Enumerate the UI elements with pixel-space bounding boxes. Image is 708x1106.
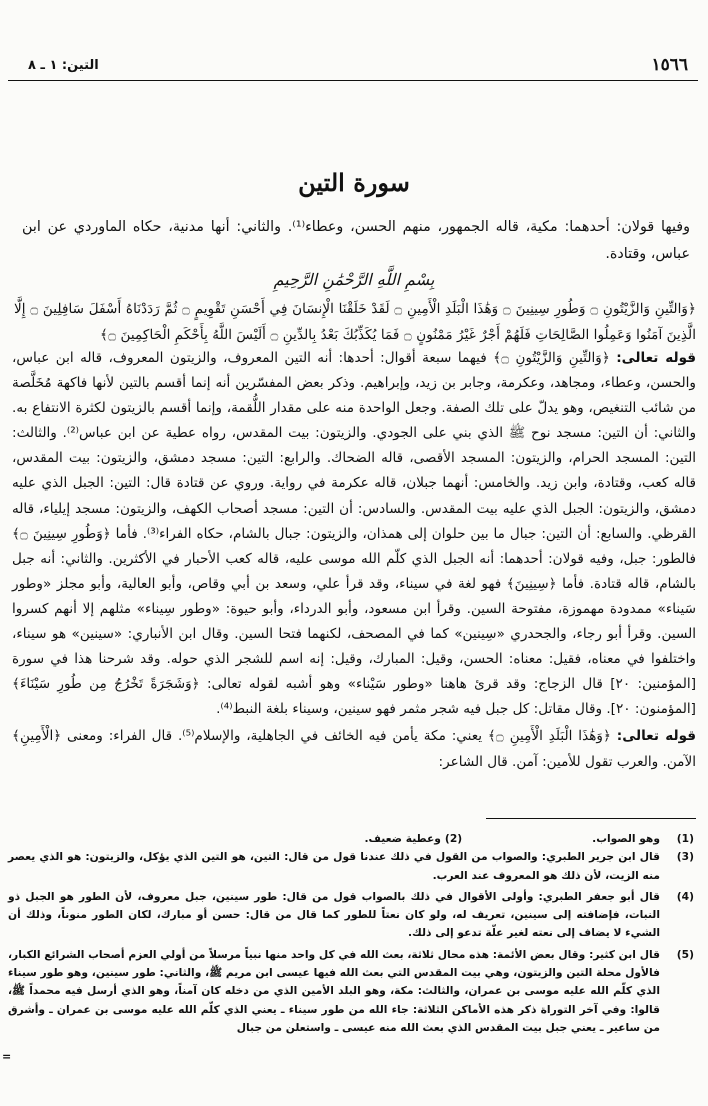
- footnote-rule: [486, 818, 696, 819]
- paragraph-text: يعني: مكة يأمن فيه الخائف في الجاهلية، والإسلام⁽⁵⁾. قال الفراء: ومعنى ﴿الْأَمِينِ﴾ الآمن. والعرب تقول للأمين: آمن. قال الشاعر:: [12, 728, 696, 770]
- footnote-pair: [8, 830, 694, 848]
- footnote-number: (4): [676, 889, 694, 903]
- header-rule: [8, 80, 698, 81]
- footnote-number: (1): [676, 832, 694, 845]
- footnote-text: قال أبو جعفر الطبري: وأولى الأقوال في ذلك بالصواب قول من قال: طور سينين، جبل معروف، لأن الطور هو الجبل ذو النبات، فإضافته إلى سينين، تعريف له، ولو كان نعتاً للطور كما قال من قال: حسن أو مبارك، لكان الطور منوناً، وذلك أن الشيء لا يضاف إلى نعته لغير علّة تدعو إلى ذلك.: [8, 889, 660, 940]
- footnote-text: قال ابن جرير الطبري: والصواب من القول في ذلك عندنا قول من قال: التين، هو التين الذي يؤكل، والزيتون: هو الذي يعصر منه الزيت، لأن ذلك هو المعروف عند العرب.: [8, 850, 660, 882]
- footnote-text: قال ابن كثير: وقال بعض الأئمة: هذه محال ثلاثة، بعث الله في كل واحد منها نبياً مرسلاً من أولي العزم أصحاب الشرائع الكبار، فالأول محلة التين والزيتون، وهي بيت المقدس التي بعث الله فيها عيسى ابن مريم ﷺ، والثاني: طور سينين، وهو طور سيناء الذي كلّم الله عليه موسى بن عمران، والثالث: مكة، وهو البلد الأمين الذي من دخله كان آمناً، وهو الذي أرسل فيه محمداً ﷺ، قالوا: وفي آخر التوراة ذكر هذه الأماكن الثلاثة: جاء الله من طور سيناء ـ يعني الذي كلّم الله عليه موسى بن عمران ـ وأشرق من ساعير ـ يعني جبل بيت المقدس الذي بعث الله منه عيسى ـ واستعلن من جبال: [8, 947, 660, 1034]
- verse-quote: ﴿وَهَٰذَا الْبَلَدِ الْأَمِينِ ۝﴾: [487, 728, 611, 745]
- basmala: بِسْمِ اللَّهِ الرَّحْمَٰنِ الرَّحِيمِ: [273, 270, 435, 289]
- footnote-text: وهو الصواب.: [592, 832, 660, 845]
- footnote: [592, 830, 694, 848]
- paragraph-text: فيهما سبعة أقوال: أحدها: أنه التين المعروف، والزيتون المعروف، قاله ابن عباس، والحسن، وعطاء، ومجاهد، وعكرمة، وجابر بن زيد، وإبراهيم. وذكر بعض المفسّرين أنه إنما أقسم بالتين لأنها فاكهة مُخَلَّصة من شائب التنغيص، وهو يدلّ على تلك الصفة. وجعل الواحدة منه على مقدار اللُّقمة، وإنما أقسم بالزيتون لكثرة الانتفاع به. والثاني: أن التين: مسجد نوح ﷺ الذي بني على الجودي. والزيتون: بيت المقدس، رواه عطية عن ابن عباس⁽²⁾. والثالث: التين: المسجد الحرام، والزيتون: المسجد الأقصى، قاله الضحاك. والرابع: التين: مسجد دمشق، والزيتون: بيت المقدس، قاله كعب، وقتادة، وابن زيد. والخامس: أنهما جبلان، قاله عكرمة في رواية. وروي عن قتادة قال: التين: الجبل الذي عليه دمشق، والزيتون: الجبل الذي عليه بيت المقدس. والسادس: أن التين: مسجد أصحاب الكهف، والزيتون: مسجد إيلياء، قاله القرظي. والسابع: أن التين: جبال ما بين حلوان إلى همذان، والزيتون: جبال بالشام، حكاه الفراء⁽³⁾. فأما ﴿وَطُورِ سِينِينَ ۝﴾ فالطور: جبل، وفيه قولان: أحدهما: أنه الجبل الذي كلّم الله موسى عليه، قاله كعب الأحبار في الأكثرين. والثاني: أنه جبل بالشام، قاله قتادة. فأما ﴿سِينِينَ﴾ فهو لغة في سيناء، وقد قرأ علي، وسعد بن أبي وقاص، وأبو العالية، وأبو مجلز «وطور سَيناء» ممدودة مهموزة، مفتوحة السين. وقرأ ابن مسعود، وأبو الدرداء، وأبو حيوة: «وطور سِيناء» مثلهم إلا أنهم كسروا السين. وقرأ أبو رجاء، والجحدري «سِينين» كما في المصحف، لكنهما فتحا السين. وقال ابن الأنباري: «سينين» هو سيناء، واختلفوا في معناه، فقيل: معناه: الحسن، وقيل: المبارك، وقيل: إنه اسم للشجر الذي حوله. وقد شرحنا هذا في سورة [المؤمنين: ٢٠] قال الزجاج: وقد قرئ هاهنا «وطور سَيْناء» وهو أشبه لقوله تعالى: ﴿وَشَجَرَةً تَخْرُجُ مِن طُورِ سَيْنَاءَ﴾ [المؤمنون: ٢٠]. وقال مقاتل: كل جبل فيه شجر مثمر فهو سينين، وسيناء بلغة النبط⁽⁴⁾.: [12, 350, 697, 718]
- quran-verses: ﴿وَالتِّينِ وَالزَّيْتُونِ ۝ وَطُورِ سِينِينَ ۝ وَهَٰذَا الْبَلَدِ الْأَمِينِ ۝ لَقَدْ خَلَقْنَا الْإِنسَانَ فِي أَحْسَنِ تَقْوِيمٍ ۝ ثُمَّ رَدَدْنَاهُ أَسْفَلَ سَافِلِينَ ۝ إِلَّا الَّذِينَ آمَنُوا وَعَمِلُوا الصَّالِحَاتِ فَلَهُمْ أَجْرٌ غَيْرُ مَمْنُونٍ ۝ فَمَا يُكَذِّبُكَ بَعْدُ بِالدِّينِ ۝ أَلَيْسَ اللَّهُ بِأَحْكَمِ الْحَاكِمِينَ ۝﴾: [14, 301, 697, 343]
- footnote: [364, 830, 462, 848]
- commentary: [12, 346, 696, 775]
- verse-quote: ﴿وَالتِّينِ وَالزَّيْتُونِ ۝﴾: [493, 350, 610, 366]
- footnote-number: (3): [676, 850, 694, 864]
- footnote-text: وعطية ضعيف.: [364, 832, 441, 845]
- intro-paragraph: وفيها قولان: أحدهما: مكية، قاله الجمهور، منهم الحسن، وعطاء⁽¹⁾. والثاني: أنها مدنية، حكاه الماوردي عن ابن عباس، وقتادة.: [22, 219, 690, 262]
- running-title: التين: ١ ـ ٨: [28, 58, 99, 73]
- paragraph-lead: قوله تعالى:: [616, 728, 696, 745]
- commentary-paragraph-2: [12, 724, 696, 774]
- page-number: ١٥٦٦: [651, 55, 688, 75]
- paragraph-lead: قوله تعالى:: [616, 350, 696, 366]
- footnote: [8, 888, 694, 943]
- footnote-number: (5): [676, 947, 694, 961]
- commentary-paragraph-1: [12, 346, 696, 722]
- footnotes: [8, 830, 694, 1037]
- footnote: [8, 946, 694, 1037]
- surah-title: سورة التين: [298, 168, 410, 197]
- footnote: [8, 848, 694, 885]
- continuation-mark: =: [2, 1050, 12, 1063]
- footnote-number: (2): [444, 832, 463, 845]
